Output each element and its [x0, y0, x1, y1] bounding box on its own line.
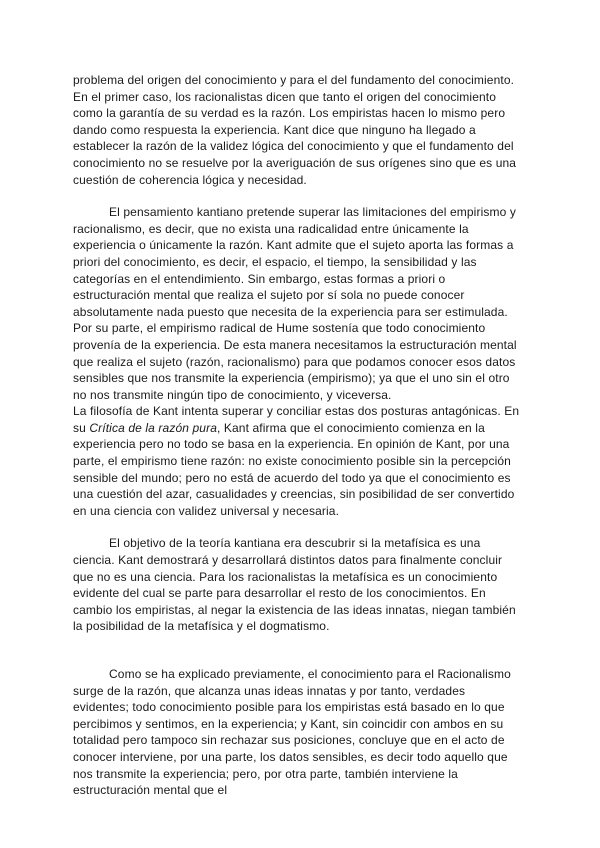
paragraph-kant-philosophy-text-end: , Kant afirma que el conocimiento comienza en la experiencia pero no todo se basa en la experiencia. En opinión de Kant, por una parte, el empirismo tiene razón: no existe conocimiento posible sin la percepción sensible del mundo; pero no está de acuerdo del todo ya que el conocimiento es una cuestión del azar, casualidades y creencias, sin posibilidad de ser convertido en una ciencia con validez universal y necesaria.	[73, 420, 515, 518]
paragraph-spacer	[73, 635, 520, 666]
book-title-critique-pure-reason: Crítica de la razón pura	[89, 420, 217, 435]
paragraph-kantian-thought: El pensamiento kantiano pretende superar las limitaciones del empirismo y racionalismo, es decir, que no exista una radicalidad entre únicamente la experiencia o únicamente la razón. Kant admite que el sujeto aporta las formas a priori del conocimiento, es decir, el espacio, el tiempo, la sensibilidad y las categorías en el entendimiento. Sin embargo, estas formas a priori o estructuración mental que realiza el sujeto por sí sola no puede conocer absolutamente nada puesto que necesita de la experiencia para ser estimulada. Por su parte, el empirismo radical de Hume sostenía que todo conocimiento provenía de la experiencia. De esta manera necesitamos la estructuración mental que realiza el sujeto (razón, racionalismo) para que podamos conocer esos datos sensibles que nos transmite la experiencia (empirismo); ya que el uno sin el otro no nos transmite ningún tipo de conocimiento, y viceversa.	[73, 205, 517, 402]
paragraph-kant-philosophy	[73, 403, 520, 519]
paragraph-spacer	[73, 188, 520, 204]
paragraph-kant-philosophy-text-start: La filosofía de Kant intenta superar y conciliar estas dos posturas antagónicas. En su	[73, 404, 520, 435]
paragraph-metaphysics-objective: El objetivo de la teoría kantiana era descubrir si la metafísica es una ciencia. Kant demostrará y desarrollará distintos datos para finalmente concluir que no es una ciencia. Para los racionalistas la metafísica es un conocimiento evidente del cual se parte para desarrollar el resto de los conocimientos. En cambio los empiristas, al negar la existencia de las ideas innatas, niegan también la posibilidad de la metafísica y el dogmatismo.	[73, 536, 516, 634]
paragraph-summary-knowledge: Como se ha explicado previamente, el conocimiento para el Racionalismo surge de la razón, que alcanza unas ideas innatas y por tanto, verdades evidentes; todo conocimiento posible para los empiristas está basado en lo que percibimos y sentimos, en la experiencia; y Kant, sin coincidir con ambos en su totalidad pero tampoco sin rechazar sus posiciones, concluye que en el acto de conocer interviene, por una parte, los datos sensibles, es decir todo aquello que nos transmite la experiencia; pero, por otra parte, también interviene la estructuración mental que el	[73, 667, 511, 798]
paragraph-spacer	[73, 519, 520, 535]
paragraph-origin-foundation: problema del origen del conocimiento y para el del fundamento del conocimiento. En el primer caso, los racionalistas dicen que tanto el origen del conocimiento como la garantía de su verdad es la razón. Los empiristas hacen lo mismo pero dando como respuesta la experiencia. Kant dice que ninguno ha llegado a establecer la razón de la validez lógica del conocimiento y que el fundamento del conocimiento no se resuelve por la averiguación de sus orígenes sino que es una cuestión de coherencia lógica y necesidad.	[73, 73, 517, 187]
